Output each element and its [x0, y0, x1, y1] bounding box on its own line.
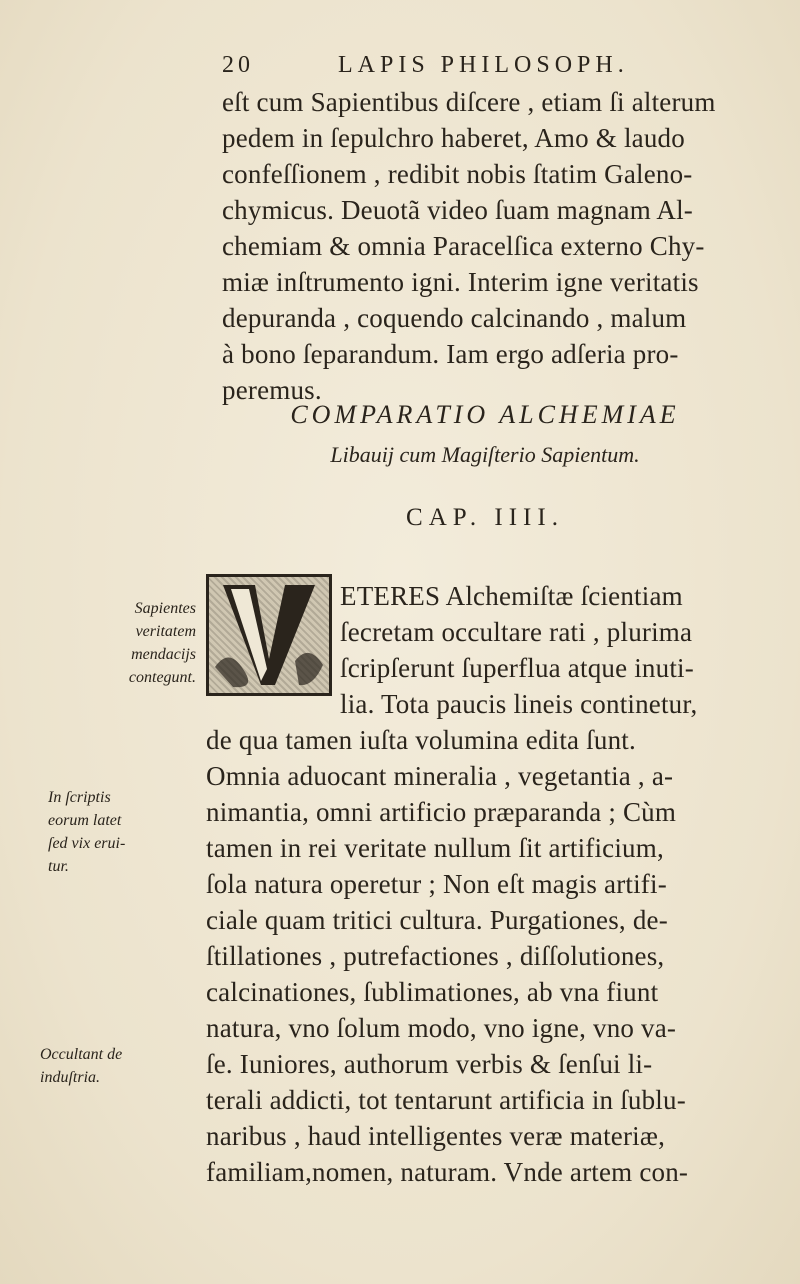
margin-note	[90, 597, 196, 689]
margin-note-line: veritatem	[135, 623, 196, 640]
text-line: ETERES Alchemiſtæ ſcientiam	[340, 581, 683, 611]
text-line: eſt cum Sapientibus diſcere , etiam ſi alterum	[222, 87, 716, 117]
text-line: nimantia, omni artificio præparanda ; Cùm	[206, 797, 677, 827]
text-line: lia. Tota paucis lineis continetur,	[340, 689, 698, 719]
chapter-subtitle: Libauij cum Magiſterio Sapientum.	[330, 442, 640, 467]
text-line: miæ inſtrumento igni. Interim igne veritatis	[222, 267, 699, 297]
text-line: natura, vno ſolum modo, vno igne, vno va-	[206, 1013, 677, 1043]
text-line: ciale quam tritici cultura. Purgationes, de-	[206, 905, 668, 935]
chapter-number: CAP. IIII.	[406, 504, 564, 531]
text-line: peremus.	[222, 375, 322, 405]
text-line: ſcripſerunt ſuperflua atque inuti-	[340, 653, 694, 683]
text-line: à bono ſeparandum. Iam ergo adſeria pro-	[222, 339, 679, 369]
margin-note-line: Occultant de	[40, 1046, 123, 1063]
text-line: ſe. Iuniores, authorum verbis & ſenſui li-	[206, 1049, 653, 1079]
margin-note	[40, 1043, 190, 1089]
running-title: LAPIS PHILOSOPH.	[338, 52, 629, 78]
drop-initial-ornament	[206, 574, 332, 696]
margin-note-line: eorum latet	[48, 812, 122, 829]
text-line: de qua tamen iuſta volumina edita ſunt.	[206, 725, 636, 755]
page-header	[222, 52, 702, 88]
text-line: familiam,nomen, naturam. Vnde artem con-	[206, 1157, 689, 1187]
text-line: calcinationes, ſublimationes, ab vna fiunt	[206, 977, 659, 1007]
text-line: chemiam & omnia Paracelſica externo Chy-	[222, 231, 705, 261]
text-line: depuranda , coquendo calcinando , malum	[222, 303, 687, 333]
text-line: ſtillationes , putrefactiones , diſſolutiones,	[206, 941, 665, 971]
margin-note-line: tur.	[48, 858, 69, 875]
text-line: ſola natura operetur ; Non eſt magis artifi-	[206, 869, 667, 899]
text-line: Omnia aduocant mineralia , vegetantia , a-	[206, 761, 674, 791]
margin-note-line: induſtria.	[40, 1069, 101, 1086]
text-line: confeſſionem , redibit nobis ſtatim Galeno-	[222, 159, 693, 189]
margin-note-line: mendacijs	[131, 646, 196, 663]
margin-note-line: In ſcriptis	[48, 789, 111, 806]
chapter-title: COMPARATIO ALCHEMIAE	[290, 400, 680, 429]
text-line: tamen in rei veritate nullum ſit artificium,	[206, 833, 664, 863]
margin-note-line: ſed vix erui-	[48, 835, 126, 852]
margin-note	[48, 786, 198, 878]
text-line: pedem in ſepulchro haberet, Amo & laudo	[222, 123, 685, 153]
margin-note-line: Sapientes	[134, 600, 196, 617]
text-line: ſecretam occultare rati , plurima	[340, 617, 693, 647]
text-line: naribus , haud intelligentes veræ materiæ,	[206, 1121, 666, 1151]
text-line: chymicus. Deuotã video ſuam magnam Al-	[222, 195, 693, 225]
text-line: terali addicti, tot tentarunt artificia in ſublu-	[206, 1085, 686, 1115]
page-number: 20	[222, 52, 254, 78]
margin-note-line: contegunt.	[128, 669, 196, 686]
